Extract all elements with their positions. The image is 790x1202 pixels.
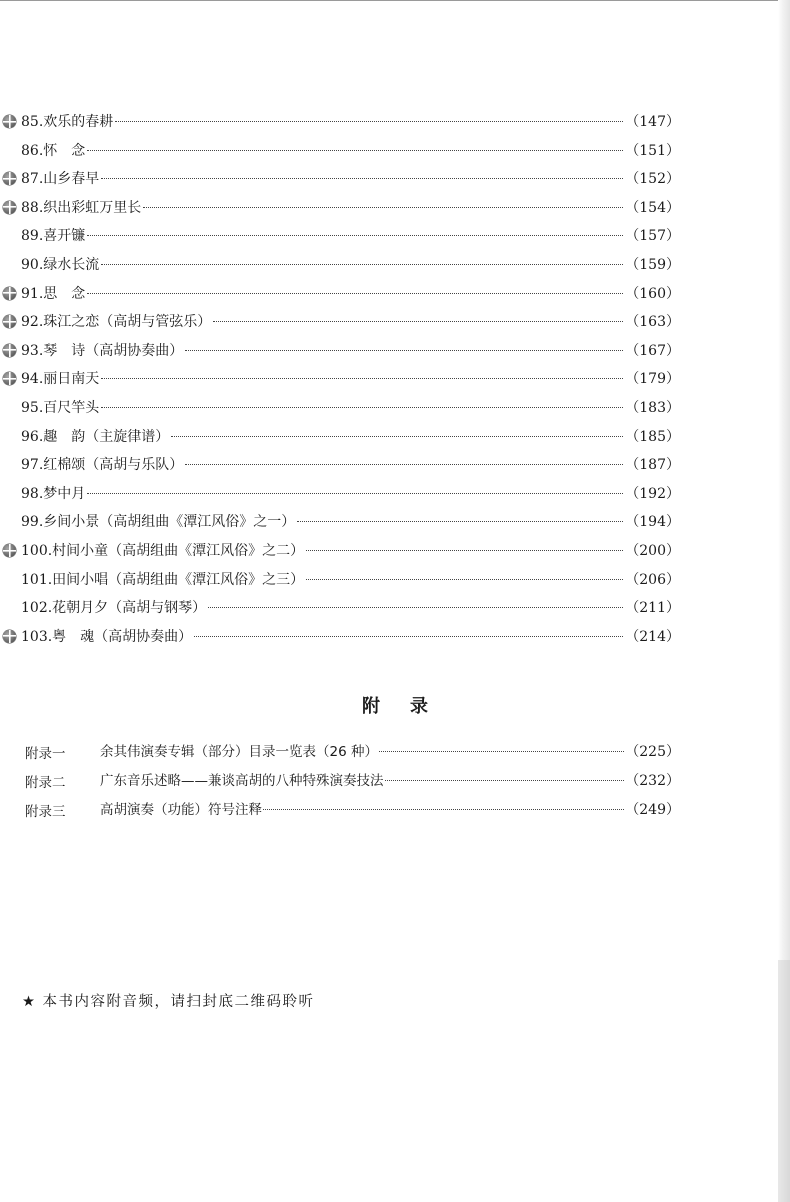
appendix-title: 余其伟演奏专辑（部分）目录一览表（26 种）: [100, 744, 378, 760]
audio-disc-icon: [3, 544, 16, 557]
toc-number: 97.: [21, 457, 44, 474]
toc-page: （185）: [625, 428, 680, 445]
toc-title: 红棉颂（高胡与乐队）: [43, 457, 184, 474]
audio-disc-icon: [3, 344, 16, 357]
toc-item[interactable]: [0, 567, 790, 596]
toc-page: （163）: [625, 314, 680, 331]
toc-page: （187）: [625, 457, 680, 474]
audio-disc-icon: [3, 172, 16, 185]
dot-leader: [101, 178, 623, 179]
appendix-page: （225）: [625, 744, 680, 760]
appendix-label: 附录一: [25, 746, 66, 762]
dot-leader: [185, 350, 623, 351]
dot-leader: [101, 407, 623, 408]
toc-title: 丽日南天: [43, 371, 100, 388]
toc-title: 粤 魂（高胡协奏曲）: [52, 628, 193, 645]
dot-leader: [379, 751, 624, 752]
toc-line: [21, 141, 680, 161]
toc-line: [21, 112, 680, 132]
toc-item[interactable]: [0, 195, 790, 224]
dot-leader: [87, 493, 623, 494]
toc-title: 梦中月: [43, 485, 86, 502]
toc-title: 琴 诗（高胡协奏曲）: [43, 342, 184, 359]
dot-leader: [306, 550, 623, 551]
toc-item[interactable]: [0, 366, 790, 395]
toc-page: （194）: [625, 514, 680, 531]
toc-page: （157）: [625, 228, 680, 245]
toc-title: 山乡春早: [43, 171, 100, 188]
toc-title: 花朝月夕（高胡与钢琴）: [52, 600, 207, 617]
toc-line: [21, 627, 680, 647]
dot-leader: [87, 293, 623, 294]
toc-number: 100.: [21, 542, 53, 559]
toc-item[interactable]: [0, 309, 790, 338]
toc-page: （159）: [625, 256, 680, 273]
toc-line: [21, 198, 680, 218]
dot-leader: [171, 436, 623, 437]
toc-page: （211）: [625, 600, 680, 617]
toc-item[interactable]: [0, 395, 790, 424]
toc-title: 珠江之恋（高胡与管弦乐）: [43, 314, 212, 331]
appendix-title: 高胡演奏（功能）符号注释: [100, 802, 262, 818]
appendix-list: [0, 740, 790, 827]
toc-line: [21, 255, 680, 275]
toc-title: 喜开镰: [43, 228, 86, 245]
toc-line: [21, 369, 680, 389]
toc-item[interactable]: [0, 509, 790, 538]
toc-title: 织出彩虹万里长: [43, 199, 142, 216]
toc-number: 96.: [21, 428, 44, 445]
toc-page: （160）: [625, 285, 680, 302]
dot-leader: [143, 207, 623, 208]
toc-number: 87.: [21, 171, 44, 188]
toc-item[interactable]: [0, 538, 790, 567]
toc-item[interactable]: [0, 281, 790, 310]
toc-number: 95.: [21, 399, 44, 416]
toc-item[interactable]: [0, 595, 790, 624]
dot-leader: [194, 636, 623, 637]
audio-disc-icon: [3, 372, 16, 385]
toc-page: （167）: [625, 342, 680, 359]
appendix-item[interactable]: [0, 798, 790, 827]
toc-title: 思 念: [43, 285, 86, 302]
dot-leader: [185, 464, 623, 465]
toc-title: 趣 韵（主旋律谱）: [43, 428, 170, 445]
toc-title: 乡间小景（高胡组曲《潭江风俗》之一）: [43, 514, 296, 531]
toc-line: [21, 398, 680, 418]
dot-leader: [213, 321, 623, 322]
toc-title: 绿水长流: [43, 256, 100, 273]
toc-page: （152）: [625, 171, 680, 188]
appendix-label: 附录三: [25, 804, 66, 820]
dot-leader: [297, 521, 623, 522]
audio-disc-icon: [3, 287, 16, 300]
toc-number: 103.: [21, 628, 53, 645]
toc-line: [21, 284, 680, 304]
toc-item[interactable]: [0, 223, 790, 252]
toc-line: [21, 541, 680, 561]
toc-number: 101.: [21, 571, 53, 588]
toc-page: （200）: [625, 542, 680, 559]
toc-number: 102.: [21, 600, 53, 617]
toc-page: （183）: [625, 399, 680, 416]
toc-number: 92.: [21, 314, 44, 331]
toc-page: （147）: [625, 114, 680, 130]
toc-number: 89.: [21, 228, 44, 245]
toc-line: [21, 455, 680, 475]
toc-item[interactable]: [0, 452, 790, 481]
page-edge-tab: [778, 960, 790, 1202]
audio-disc-icon: [3, 315, 16, 328]
dot-leader: [115, 121, 623, 122]
toc-line: [21, 427, 680, 447]
toc-title: 百尺竿头: [43, 399, 100, 416]
appendix-page: （249）: [625, 802, 680, 818]
toc-page: （214）: [625, 628, 680, 645]
toc-page: （206）: [625, 571, 680, 588]
toc-number: 86.: [21, 142, 44, 159]
toc-line: [21, 512, 680, 532]
dot-leader: [385, 780, 625, 781]
toc-title: 欢乐的春耕: [43, 114, 114, 130]
toc-line: [21, 570, 680, 590]
audio-disc-icon: [3, 115, 16, 128]
toc-number: 98.: [21, 485, 44, 502]
audio-disc-icon: [3, 630, 16, 643]
toc-title: 田间小唱（高胡组曲《潭江风俗》之三）: [52, 571, 305, 588]
toc-line: [21, 341, 680, 361]
toc-number: 85.: [21, 114, 44, 130]
toc-title: 村间小童（高胡组曲《潭江风俗》之二）: [52, 542, 305, 559]
appendix-line: [100, 771, 680, 791]
toc-line: [21, 226, 680, 246]
toc-item[interactable]: [0, 624, 790, 653]
toc-page: （154）: [625, 199, 680, 216]
top-rule: [0, 0, 790, 1]
appendix-title: 广东音乐述略——兼谈高胡的八种特殊演奏技法: [100, 773, 384, 789]
audio-note: [22, 990, 315, 1011]
appendix-label: 附录二: [25, 775, 66, 791]
toc-number: 90.: [21, 256, 44, 273]
toc-number: 91.: [21, 285, 44, 302]
star-icon: ★: [22, 994, 37, 1010]
toc-number: 93.: [21, 342, 44, 359]
appendix-page: （232）: [625, 773, 680, 789]
toc-item[interactable]: [0, 424, 790, 453]
toc-number: 99.: [21, 514, 44, 531]
dot-leader: [263, 809, 624, 810]
dot-leader: [101, 378, 623, 379]
appendix-line: [100, 800, 680, 820]
audio-note-text: 本书内容附音频，请扫封底二维码聆听: [42, 994, 315, 1010]
toc-page: （192）: [625, 485, 680, 502]
dot-leader: [306, 579, 623, 580]
toc-page: （151）: [625, 142, 680, 159]
toc-number: 94.: [21, 371, 44, 388]
dot-leader: [208, 607, 623, 608]
dot-leader: [87, 150, 623, 151]
toc-line: [21, 598, 680, 618]
toc-item[interactable]: [0, 166, 790, 195]
toc-item[interactable]: [0, 338, 790, 367]
toc-item[interactable]: [0, 138, 790, 167]
toc-item[interactable]: [0, 252, 790, 281]
toc-line: [21, 312, 680, 332]
appendix-line: [100, 742, 680, 762]
appendix-heading: 附录: [362, 696, 458, 717]
toc-list: [0, 109, 790, 652]
appendix-item[interactable]: [0, 769, 790, 798]
audio-disc-icon: [3, 201, 16, 214]
dot-leader: [101, 264, 623, 265]
appendix-item[interactable]: [0, 740, 790, 769]
toc-item[interactable]: [0, 481, 790, 510]
toc-line: [21, 169, 680, 189]
dot-leader: [87, 235, 623, 236]
toc-item[interactable]: [0, 109, 790, 138]
toc-page: （179）: [625, 371, 680, 388]
toc-title: 怀 念: [43, 142, 86, 159]
toc-line: [21, 484, 680, 504]
toc-number: 88.: [21, 199, 44, 216]
